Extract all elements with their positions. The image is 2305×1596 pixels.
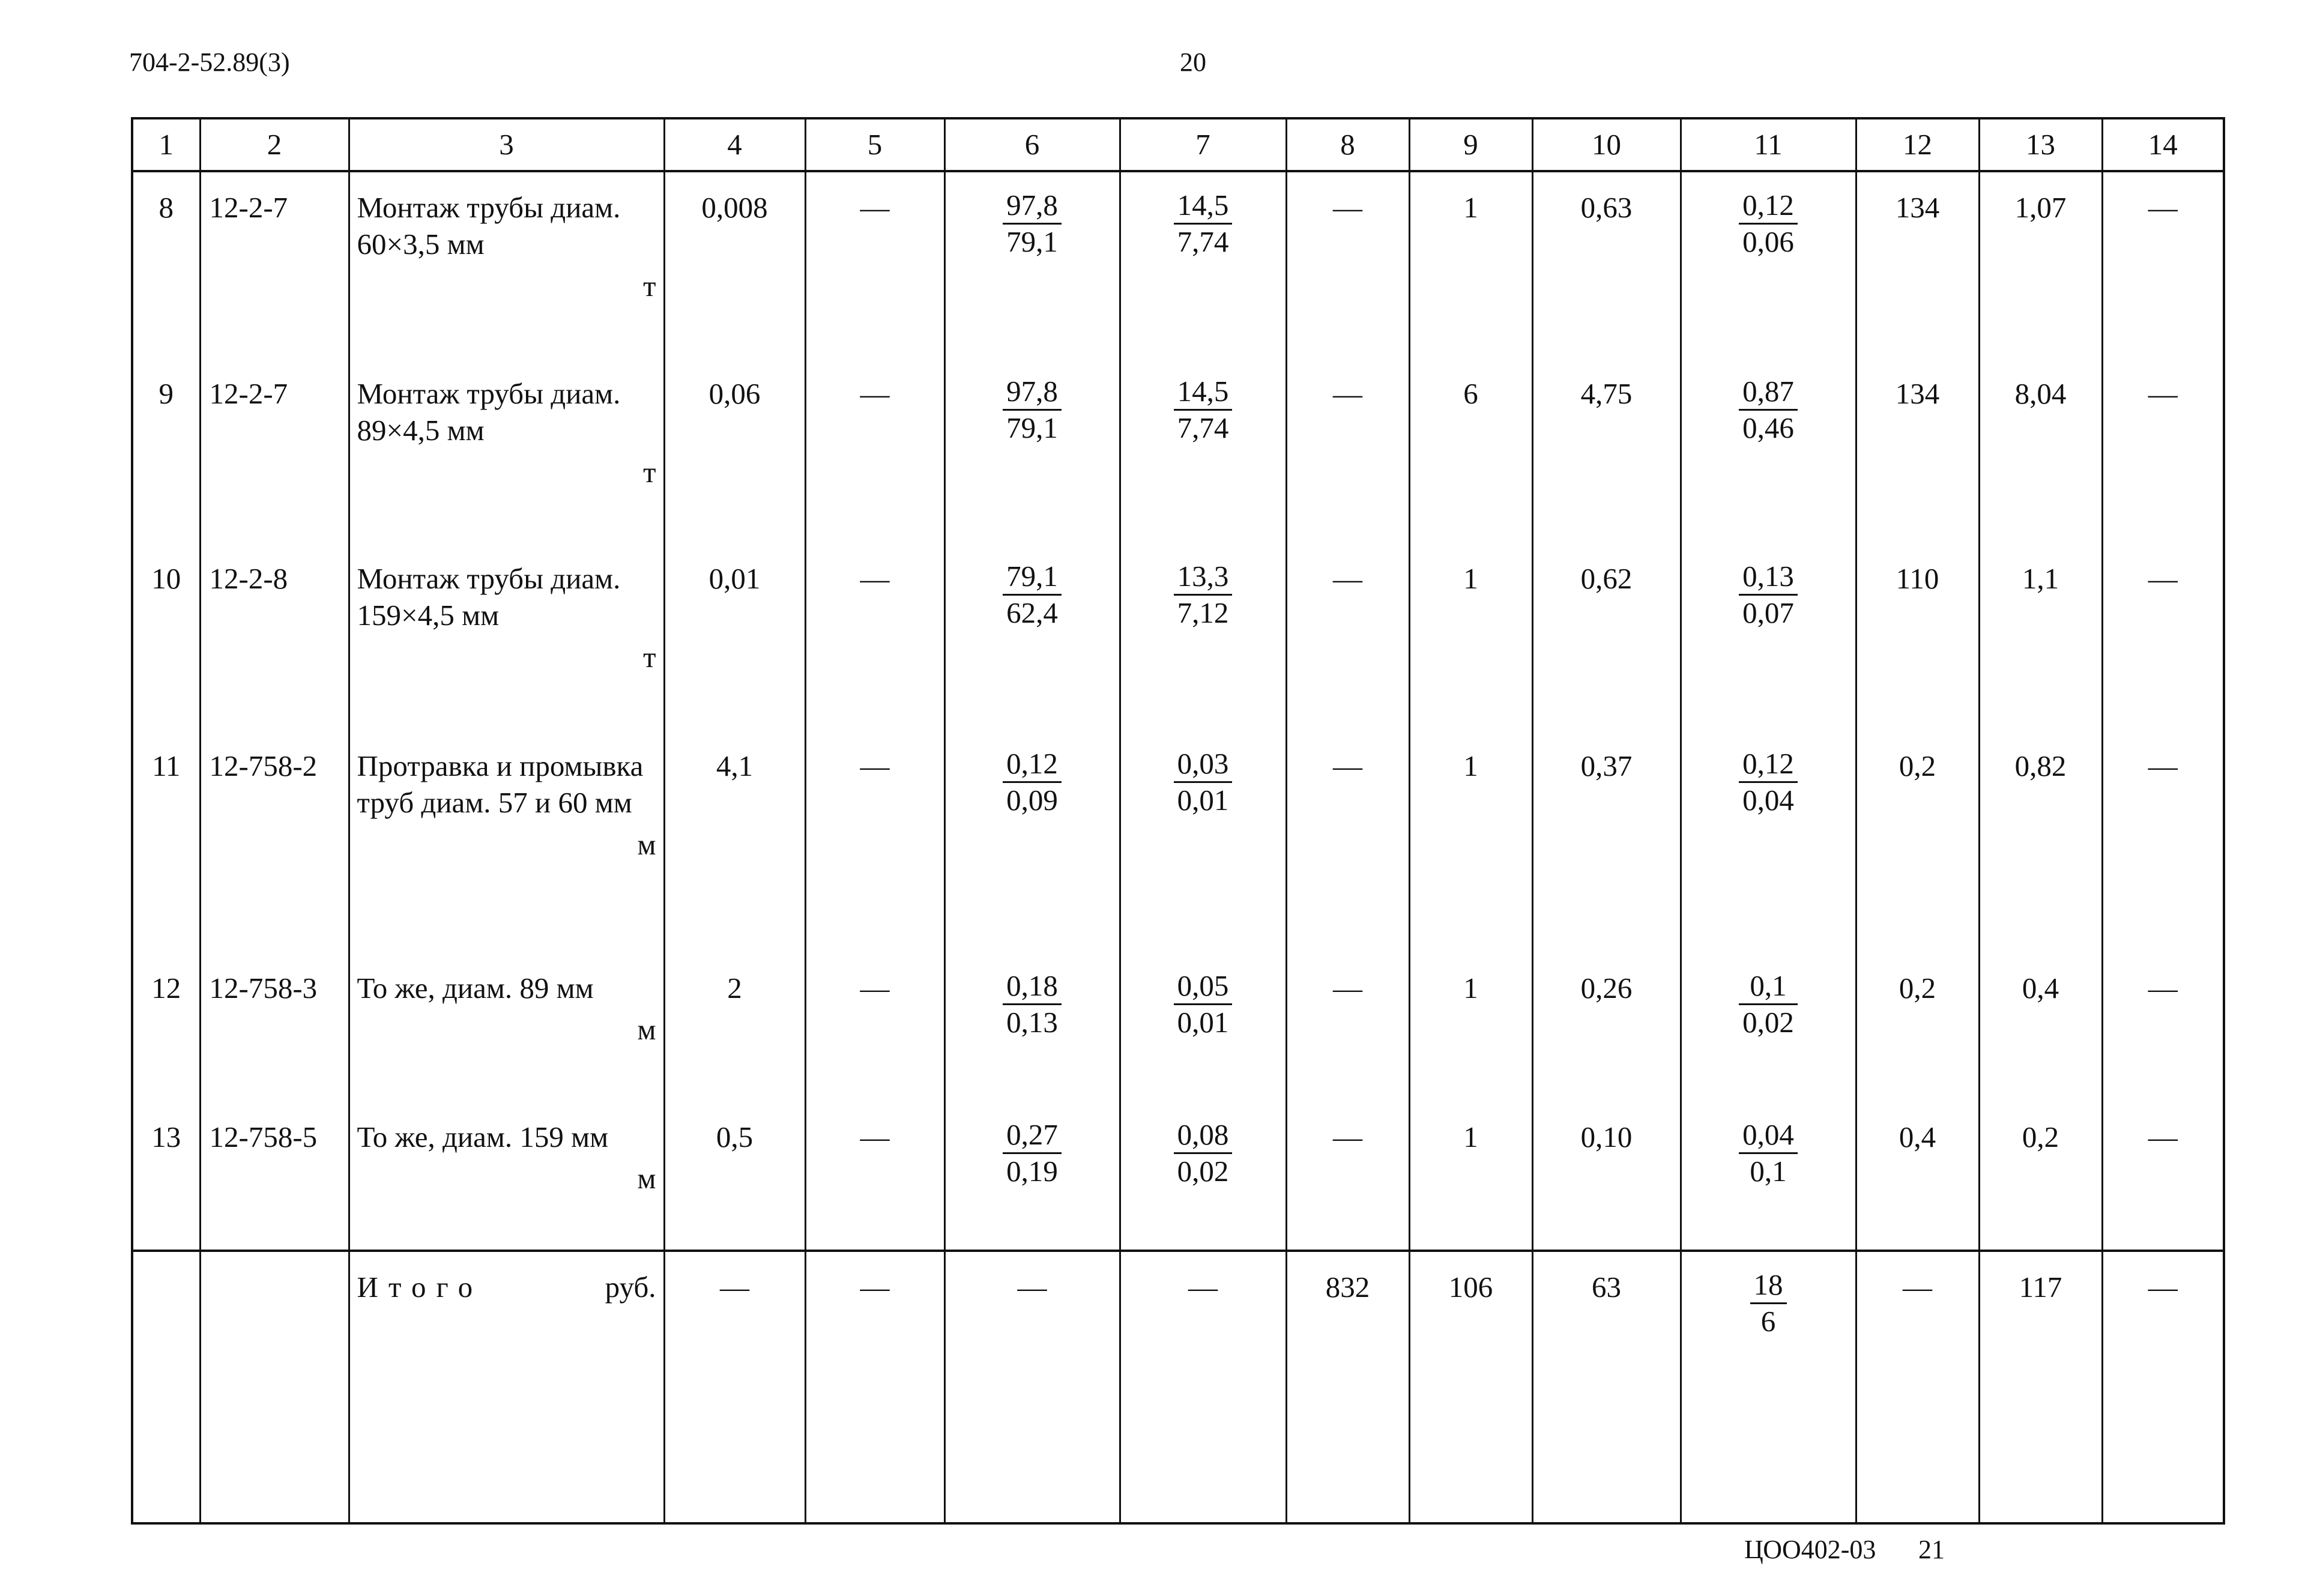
fraction-denominator: 0,13 xyxy=(1006,1005,1058,1039)
column-6-cell xyxy=(944,731,1120,953)
fraction-numerator: 0,18 xyxy=(1003,970,1062,1005)
column-8-cell: — xyxy=(1286,1102,1409,1251)
column-6-cell xyxy=(944,358,1120,543)
row-number-cell: 13 xyxy=(132,1102,200,1251)
total-column-4-cell: — xyxy=(664,1251,805,1523)
column-13-cell: 1,07 xyxy=(1979,171,2102,358)
rate-code-cell: 12-2-8 xyxy=(200,543,349,731)
column-header: 8 xyxy=(1286,118,1409,171)
column-9-cell: 1 xyxy=(1409,953,1532,1102)
fraction-denominator: 6 xyxy=(1760,1304,1776,1338)
fraction-numerator: 14,5 xyxy=(1174,375,1233,411)
fraction-denominator: 0,02 xyxy=(1742,1005,1794,1039)
work-description: Монтаж трубы диам. 89×4,5 мм xyxy=(357,377,621,447)
column-8-cell: — xyxy=(1286,543,1409,731)
column-12-cell: 134 xyxy=(1856,358,1979,543)
quantity-cell: 0,06 xyxy=(664,358,805,543)
fraction-denominator: 0,46 xyxy=(1742,411,1794,444)
fraction-numerator: 97,8 xyxy=(1003,189,1062,225)
column-7-cell xyxy=(1120,543,1286,731)
fraction-numerator: 0,04 xyxy=(1739,1119,1798,1154)
fraction-denominator: 0,06 xyxy=(1742,225,1794,258)
row-number-cell: 8 xyxy=(132,171,200,358)
fraction-denominator: 0,01 xyxy=(1177,1005,1229,1039)
column-6-fraction xyxy=(1003,1119,1062,1188)
work-description: То же, диам. 89 мм xyxy=(357,972,594,1005)
unit-of-measure: м xyxy=(637,1162,656,1195)
total-currency-unit: руб. xyxy=(605,1271,656,1304)
work-description: Протравка и промывка труб диам. 57 и 60 мм xyxy=(357,749,644,820)
fraction-numerator: 0,12 xyxy=(1739,748,1798,783)
row-number-cell: 11 xyxy=(132,731,200,953)
quantity-cell: 0,5 xyxy=(664,1102,805,1251)
work-description: Монтаж трубы диам. 159×4,5 мм xyxy=(357,562,621,632)
work-description-cell xyxy=(349,543,664,731)
column-8-cell: — xyxy=(1286,953,1409,1102)
work-description-cell xyxy=(349,1102,664,1251)
column-10-cell: 4,75 xyxy=(1532,358,1681,543)
fraction-numerator: 18 xyxy=(1750,1269,1787,1304)
fraction-denominator: 0,04 xyxy=(1742,783,1794,817)
row-number-cell: 12 xyxy=(132,953,200,1102)
column-5-cell: — xyxy=(805,358,944,543)
column-6-fraction xyxy=(1003,189,1062,258)
column-14-cell: — xyxy=(2102,358,2224,543)
fraction-numerator: 0,13 xyxy=(1739,560,1798,596)
column-8-cell: — xyxy=(1286,731,1409,953)
total-empty-cell xyxy=(132,1251,200,1523)
column-5-cell: — xyxy=(805,1102,944,1251)
column-9-cell: 1 xyxy=(1409,543,1532,731)
unit-of-measure: т xyxy=(643,269,656,303)
total-column-6-cell: — xyxy=(944,1251,1120,1523)
column-7-cell xyxy=(1120,358,1286,543)
fraction-denominator: 0,09 xyxy=(1006,783,1058,817)
rate-code-cell: 12-2-7 xyxy=(200,171,349,358)
column-header: 13 xyxy=(1979,118,2102,171)
column-14-cell: — xyxy=(2102,953,2224,1102)
column-11-fraction xyxy=(1739,970,1798,1039)
table-row xyxy=(132,171,2224,358)
work-description-cell xyxy=(349,171,664,358)
column-header: 7 xyxy=(1120,118,1286,171)
unit-of-measure: м xyxy=(637,827,656,861)
table-row xyxy=(132,543,2224,731)
column-6-cell xyxy=(944,953,1120,1102)
fraction-denominator: 7,74 xyxy=(1177,225,1229,258)
fraction-numerator: 0,1 xyxy=(1739,970,1798,1005)
work-description-cell xyxy=(349,731,664,953)
fraction-denominator: 7,12 xyxy=(1177,596,1229,629)
column-14-cell: — xyxy=(2102,171,2224,358)
column-9-cell: 1 xyxy=(1409,1102,1532,1251)
column-11-cell xyxy=(1681,731,1856,953)
column-11-cell xyxy=(1681,543,1856,731)
column-13-cell: 8,04 xyxy=(1979,358,2102,543)
page-number: 20 xyxy=(1180,47,1206,77)
total-column-7-cell: — xyxy=(1120,1251,1286,1523)
table-row xyxy=(132,953,2224,1102)
fraction-numerator: 0,08 xyxy=(1174,1119,1233,1154)
column-5-cell: — xyxy=(805,731,944,953)
column-14-cell: — xyxy=(2102,731,2224,953)
column-7-cell xyxy=(1120,731,1286,953)
unit-of-measure: т xyxy=(643,640,656,674)
fraction-numerator: 79,1 xyxy=(1003,560,1062,596)
column-11-fraction xyxy=(1739,1119,1798,1188)
quantity-cell: 0,01 xyxy=(664,543,805,731)
column-10-cell: 0,63 xyxy=(1532,171,1681,358)
quantity-cell: 2 xyxy=(664,953,805,1102)
fraction-denominator: 7,74 xyxy=(1177,411,1229,444)
estimate-table xyxy=(131,117,2225,1525)
column-header: 12 xyxy=(1856,118,1979,171)
row-number-cell: 9 xyxy=(132,358,200,543)
total-column-11-cell xyxy=(1681,1251,1856,1523)
column-header: 10 xyxy=(1532,118,1681,171)
column-14-cell: — xyxy=(2102,1102,2224,1251)
column-12-cell: 0,2 xyxy=(1856,731,1979,953)
fraction-denominator: 0,02 xyxy=(1177,1154,1229,1188)
column-header: 5 xyxy=(805,118,944,171)
column-13-cell: 0,82 xyxy=(1979,731,2102,953)
column-number-row xyxy=(132,118,2224,171)
column-11-fraction xyxy=(1739,748,1798,817)
fraction-numerator: 0,27 xyxy=(1003,1119,1062,1154)
column-header: 4 xyxy=(664,118,805,171)
column-5-cell: — xyxy=(805,953,944,1102)
work-description: То же, диам. 159 мм xyxy=(357,1120,609,1153)
column-6-cell xyxy=(944,1102,1120,1251)
column-header: 11 xyxy=(1681,118,1856,171)
column-7-fraction xyxy=(1174,189,1233,258)
unit-of-measure: т xyxy=(643,455,656,489)
column-12-cell: 134 xyxy=(1856,171,1979,358)
unit-of-measure: м xyxy=(637,1013,656,1047)
column-header: 6 xyxy=(944,118,1120,171)
column-7-cell xyxy=(1120,171,1286,358)
column-7-fraction xyxy=(1174,375,1233,444)
total-column-8-cell: 832 xyxy=(1286,1251,1409,1523)
column-11-cell xyxy=(1681,953,1856,1102)
total-label: Итого xyxy=(357,1271,483,1304)
column-7-fraction xyxy=(1174,748,1233,817)
rate-code-cell: 12-758-5 xyxy=(200,1102,349,1251)
column-7-cell xyxy=(1120,1102,1286,1251)
fraction-denominator: 0,1 xyxy=(1750,1154,1787,1188)
rate-code-cell: 12-758-2 xyxy=(200,731,349,953)
column-7-fraction xyxy=(1174,560,1233,629)
table-row xyxy=(132,358,2224,543)
total-column-13-cell: 117 xyxy=(1979,1251,2102,1523)
total-column-12-cell: — xyxy=(1856,1251,1979,1523)
fraction-numerator: 0,87 xyxy=(1739,375,1798,411)
column-14-cell: — xyxy=(2102,543,2224,731)
total-row xyxy=(132,1251,2224,1523)
column-11-cell xyxy=(1681,358,1856,543)
column-9-cell: 1 xyxy=(1409,171,1532,358)
fraction-denominator: 0,01 xyxy=(1177,783,1229,817)
column-8-cell: — xyxy=(1286,358,1409,543)
row-number-cell: 10 xyxy=(132,543,200,731)
column-header: 3 xyxy=(349,118,664,171)
total-empty-cell xyxy=(200,1251,349,1523)
column-7-cell xyxy=(1120,953,1286,1102)
column-10-cell: 0,10 xyxy=(1532,1102,1681,1251)
table-row xyxy=(132,1102,2224,1251)
column-11-fraction xyxy=(1739,560,1798,629)
column-7-fraction xyxy=(1174,1119,1233,1188)
column-5-cell: — xyxy=(805,171,944,358)
fraction-denominator: 79,1 xyxy=(1006,225,1058,258)
column-11-fraction xyxy=(1739,189,1798,258)
total-column-9-cell: 106 xyxy=(1409,1251,1532,1523)
footer-page-number: 21 xyxy=(1918,1535,1945,1564)
document-code: 704-2-52.89(3) xyxy=(129,47,290,77)
total-column-11-fraction xyxy=(1750,1269,1787,1338)
total-label-cell xyxy=(349,1251,664,1523)
column-6-fraction xyxy=(1003,748,1062,817)
quantity-cell: 0,008 xyxy=(664,171,805,358)
fraction-numerator: 14,5 xyxy=(1174,189,1233,225)
column-7-fraction xyxy=(1174,970,1233,1039)
fraction-numerator: 0,03 xyxy=(1174,748,1233,783)
fraction-numerator: 0,05 xyxy=(1174,970,1233,1005)
column-header: 14 xyxy=(2102,118,2224,171)
fraction-denominator: 0,19 xyxy=(1006,1154,1058,1188)
column-11-cell xyxy=(1681,1102,1856,1251)
work-description-cell xyxy=(349,358,664,543)
column-6-fraction xyxy=(1003,970,1062,1039)
fraction-numerator: 97,8 xyxy=(1003,375,1062,411)
column-10-cell: 0,62 xyxy=(1532,543,1681,731)
rate-code-cell: 12-758-3 xyxy=(200,953,349,1102)
column-10-cell: 0,26 xyxy=(1532,953,1681,1102)
column-13-cell: 0,2 xyxy=(1979,1102,2102,1251)
total-column-5-cell: — xyxy=(805,1251,944,1523)
quantity-cell: 4,1 xyxy=(664,731,805,953)
column-11-fraction xyxy=(1739,375,1798,444)
fraction-numerator: 0,12 xyxy=(1739,189,1798,225)
column-9-cell: 6 xyxy=(1409,358,1532,543)
total-column-10-cell: 63 xyxy=(1532,1251,1681,1523)
column-13-cell: 1,1 xyxy=(1979,543,2102,731)
table-row xyxy=(132,731,2224,953)
total-column-14-cell: — xyxy=(2102,1251,2224,1523)
work-description-cell xyxy=(349,953,664,1102)
rate-code-cell: 12-2-7 xyxy=(200,358,349,543)
column-6-cell xyxy=(944,171,1120,358)
column-6-cell xyxy=(944,543,1120,731)
column-11-cell xyxy=(1681,171,1856,358)
column-9-cell: 1 xyxy=(1409,731,1532,953)
column-12-cell: 0,2 xyxy=(1856,953,1979,1102)
column-header: 1 xyxy=(132,118,200,171)
column-5-cell: — xyxy=(805,543,944,731)
fraction-numerator: 13,3 xyxy=(1174,560,1233,596)
work-description: Монтаж трубы диам. 60×3,5 мм xyxy=(357,191,621,261)
column-12-cell: 110 xyxy=(1856,543,1979,731)
column-13-cell: 0,4 xyxy=(1979,953,2102,1102)
fraction-denominator: 0,07 xyxy=(1742,596,1794,629)
column-8-cell: — xyxy=(1286,171,1409,358)
column-6-fraction xyxy=(1003,560,1062,629)
fraction-denominator: 79,1 xyxy=(1006,411,1058,444)
column-12-cell: 0,4 xyxy=(1856,1102,1979,1251)
fraction-denominator: 62,4 xyxy=(1006,596,1058,629)
footer-code: ЦОО402-03 xyxy=(1744,1535,1876,1564)
column-10-cell: 0,37 xyxy=(1532,731,1681,953)
column-header: 9 xyxy=(1409,118,1532,171)
fraction-numerator: 0,12 xyxy=(1003,748,1062,783)
column-6-fraction xyxy=(1003,375,1062,444)
column-header: 2 xyxy=(200,118,349,171)
